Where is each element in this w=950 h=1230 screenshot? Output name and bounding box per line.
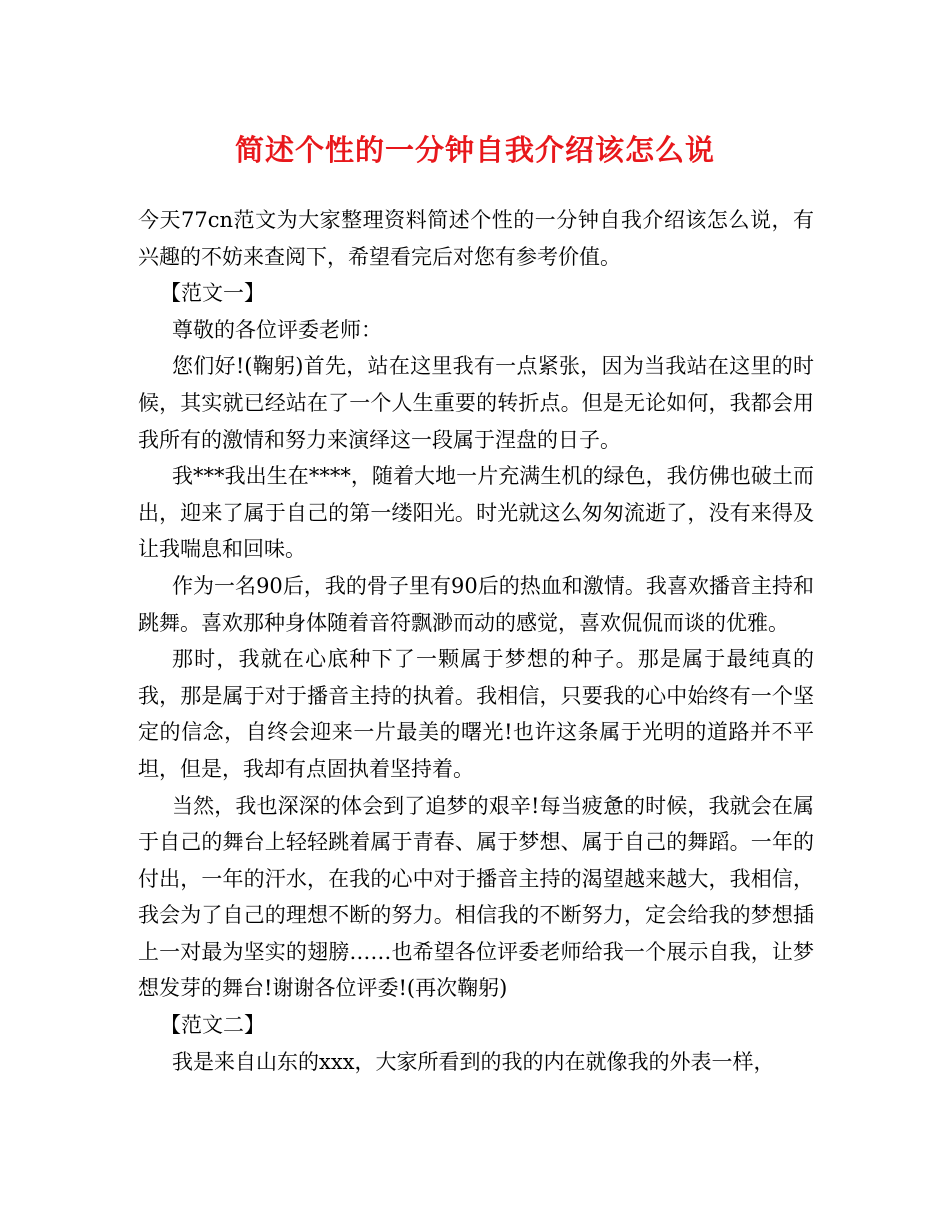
- salutation-paragraph: 尊敬的各位评委老师：: [172, 317, 382, 342]
- body-paragraph: 我***我出生在****，随着大地一片充满生机的绿色，我仿佛也破土而出，迎来了属于自己的第一缕阳光。时光就这么匆匆流逝了，没有来得及让我喘息和回味。: [138, 464, 814, 562]
- body-paragraph: 那时，我就在心底种下了一颗属于梦想的种子。那是属于最纯真的我，那是属于对于播音主持的执着。我相信，只要我的心中始终有一个坚定的信念，自终会迎来一片最美的曙光!也许这条属于光明的道路并不平坦，但是，我却有点固执着坚持着。: [138, 647, 814, 781]
- intro-paragraph: 今天77cn范文为大家整理资料简述个性的一分钟自我介绍该怎么说，有兴趣的不妨来查阅下，希望看完后对您有参考价值。: [138, 208, 814, 269]
- body-paragraph: 作为一名90后，我的骨子里有90后的热血和激情。我喜欢播音主持和跳舞。喜欢那种身体随着音符飘渺而动的感觉，喜欢侃侃而谈的优雅。: [138, 573, 814, 635]
- body-paragraph: 我是来自山东的xxx，大家所看到的我的内在就像我的外表一样，: [172, 1049, 775, 1074]
- body-paragraph: 当然，我也深深的体会到了追梦的艰辛!每当疲惫的时候，我就会在属于自己的舞台上轻轻跳着属于青春、属于梦想、属于自己的舞蹈。一年的付出，一年的汗水，在我的心中对于播音主持的渴望越来越大，我相信，我会为了自己的理想不断的努力。相信我的不断努力，定会给我的梦想插上一对最为坚实的翅膀……也希望各位评委老师给我一个展示自我，让梦想发芽的舞台!谢谢各位评委!(再次鞠躬): [138, 793, 814, 1001]
- section-heading-2: 【范文二】: [160, 1013, 265, 1038]
- section-heading-1: 【范文一】: [160, 281, 265, 306]
- document-body: [138, 202, 814, 1080]
- document-title: 简述个性的一分钟自我介绍该怎么说: [234, 133, 715, 167]
- body-paragraph: 您们好!(鞠躬)首先，站在这里我有一点紧张，因为当我站在这里的时候，其实就已经站在了一个人生重要的转折点。但是无论如何，我都会用我所有的激情和努力来演绎这一段属于涅盘的日子。: [138, 354, 814, 452]
